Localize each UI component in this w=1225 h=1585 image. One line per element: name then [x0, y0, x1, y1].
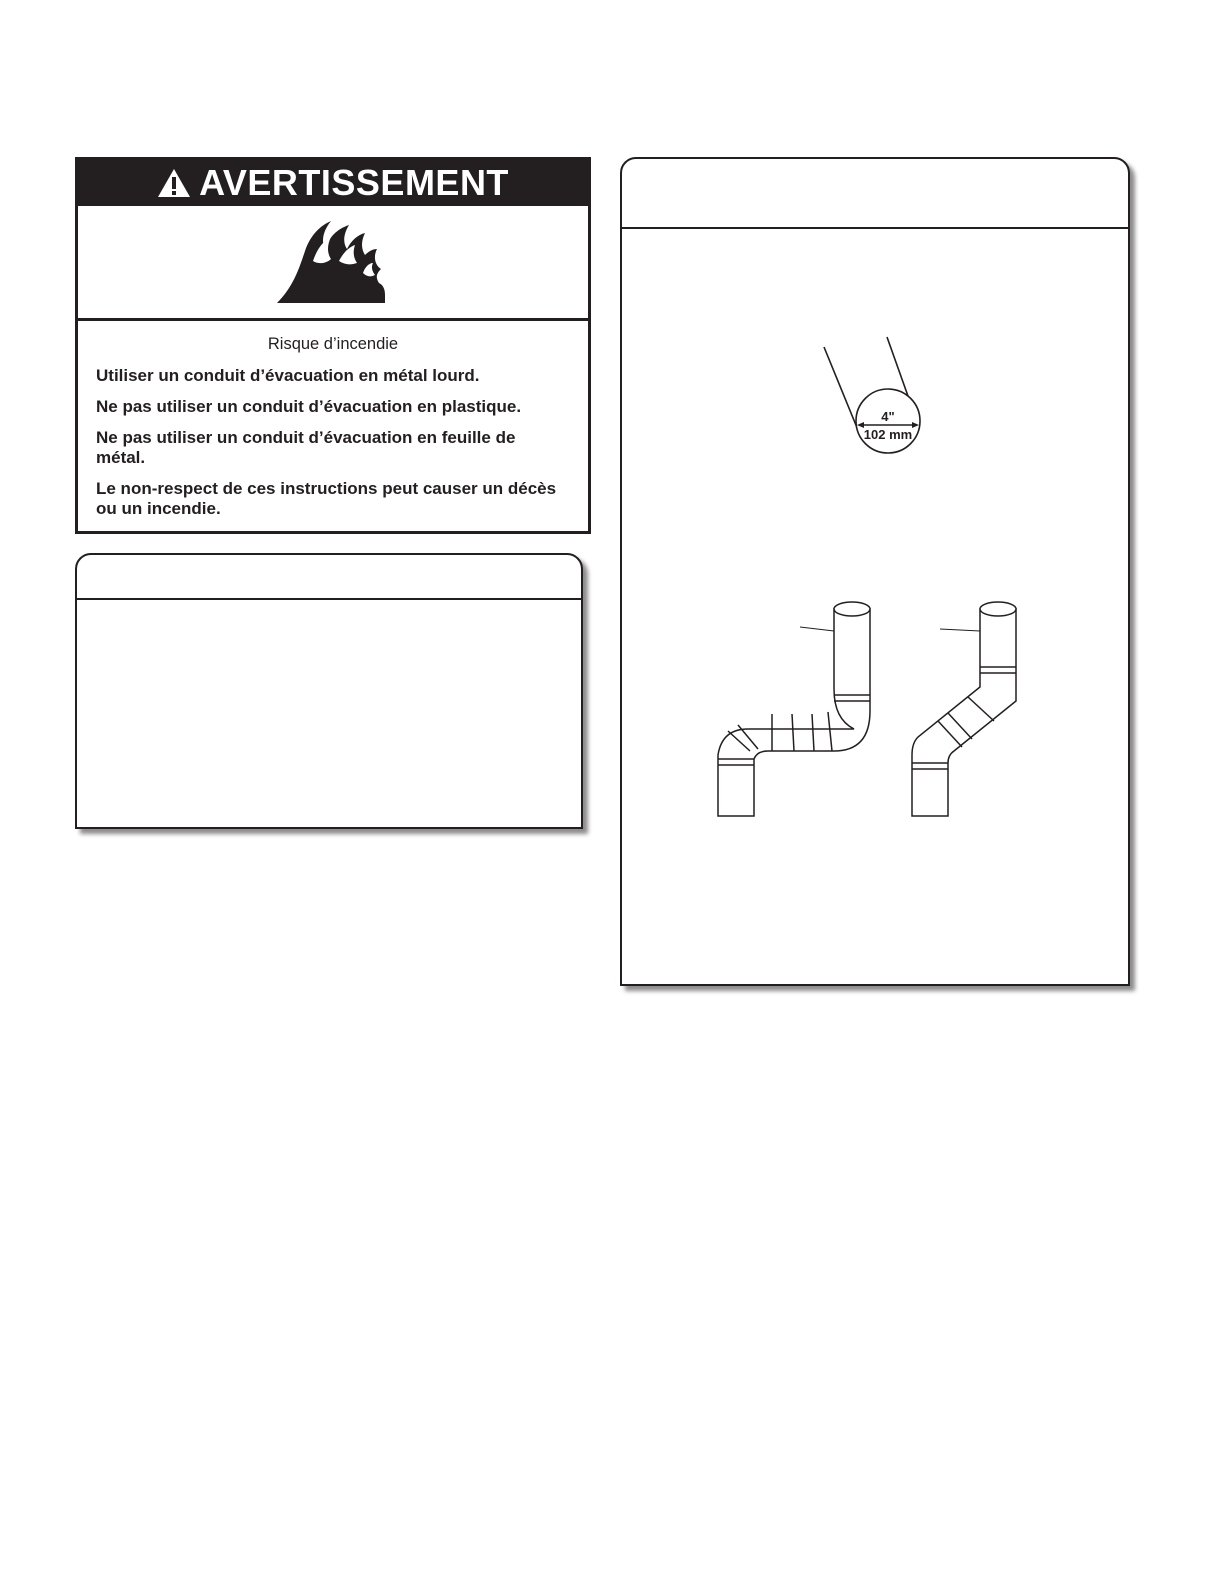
- warning-icon-area: [78, 206, 588, 321]
- diameter-mm-label: 102 mm: [863, 427, 913, 442]
- warning-line-4: Le non-respect de ces instructions peut causer un décès ou un incendie.: [96, 479, 557, 518]
- warning-subtitle: Risque d’incendie: [267, 335, 399, 353]
- right-info-panel: [620, 157, 1130, 986]
- left-info-panel: [75, 553, 583, 829]
- warning-body: [78, 321, 588, 519]
- elbow-duct-illustration: [718, 602, 870, 816]
- angled-duct-illustration: [912, 602, 1016, 816]
- vent-diagram: [622, 159, 1128, 984]
- warning-header: [78, 160, 588, 206]
- warning-line-2: Ne pas utiliser un conduit d’évacuation en plastique.: [96, 397, 522, 416]
- warning-box: [75, 157, 591, 534]
- warning-triangle-icon: [157, 168, 191, 198]
- warning-title: AVERTISSEMENT: [199, 162, 509, 203]
- fire-icon: [273, 217, 393, 307]
- warning-line-1: Utiliser un conduit d’évacuation en métal lourd.: [96, 366, 480, 385]
- warning-line-3: Ne pas utiliser un conduit d’évacuation en feuille de métal.: [96, 428, 516, 467]
- diameter-inches-label: 4": [881, 409, 895, 424]
- left-panel-divider: [77, 598, 581, 600]
